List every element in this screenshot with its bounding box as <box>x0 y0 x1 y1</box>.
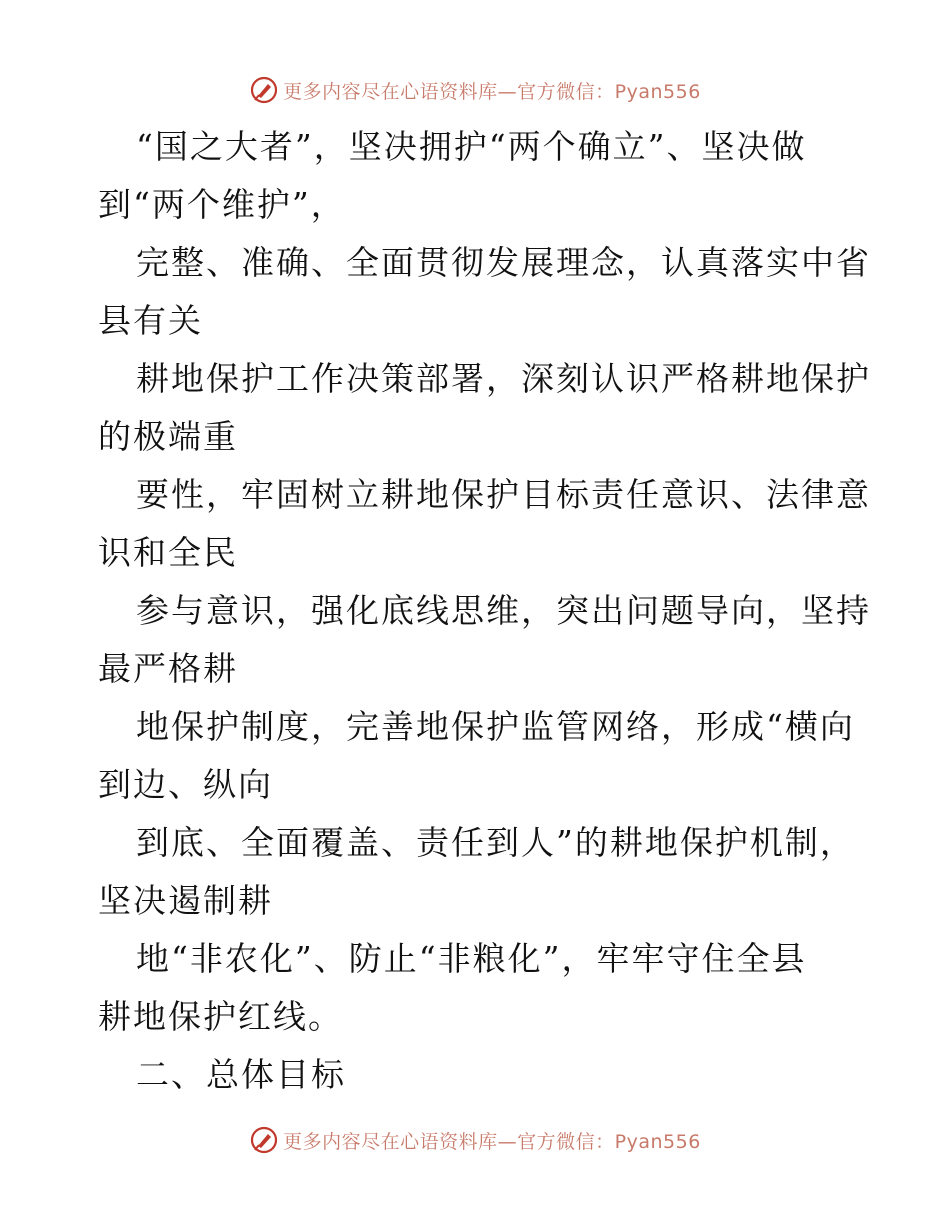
pen-nib-logo-icon <box>249 1125 279 1155</box>
text-line: 耕地保护工作决策部署，深刻认识严格耕地保护 <box>136 359 871 398</box>
text-line: 地“非农化”、防止“非粮化”，牢牢守住全县 <box>136 939 807 978</box>
text-line: 县有关 <box>98 301 203 340</box>
text-line: 完整、准确、全面贯彻发展理念，认真落实中省 <box>136 243 871 282</box>
text-line: 坚决遏制耕 <box>98 881 273 920</box>
text-line: 耕地保护红线。 <box>98 997 343 1036</box>
text-line: 参与意识，强化底线思维，突出问题导向，坚持 <box>136 591 871 630</box>
watermark-text: 更多内容尽在心语资料库—官方微信：Pyan556 <box>283 80 701 103</box>
text-line: 的极端重 <box>98 417 238 456</box>
text-line: 最严格耕 <box>98 649 238 688</box>
pen-nib-logo-icon <box>249 75 279 105</box>
text-line: “国之大者”，坚决拥护“两个确立”、坚决做 <box>136 127 807 166</box>
footer-watermark <box>0 1122 950 1158</box>
text-line: 到边、纵向 <box>98 765 273 804</box>
text-line: 二、总体目标 <box>136 1055 346 1094</box>
text-line: 到“两个维护”， <box>98 185 346 224</box>
text-line: 地保护制度，完善地保护监管网络，形成“横向 <box>136 707 855 746</box>
text-line: 要性，牢固树立耕地保护目标责任意识、法律意 <box>136 475 871 514</box>
text-line: 识和全民 <box>98 533 238 572</box>
document-body <box>98 118 871 1104</box>
text-line: 到底、全面覆盖、责任到人”的耕地保护机制， <box>136 823 855 862</box>
header-watermark <box>0 72 950 108</box>
watermark-text: 更多内容尽在心语资料库—官方微信：Pyan556 <box>283 1130 701 1153</box>
